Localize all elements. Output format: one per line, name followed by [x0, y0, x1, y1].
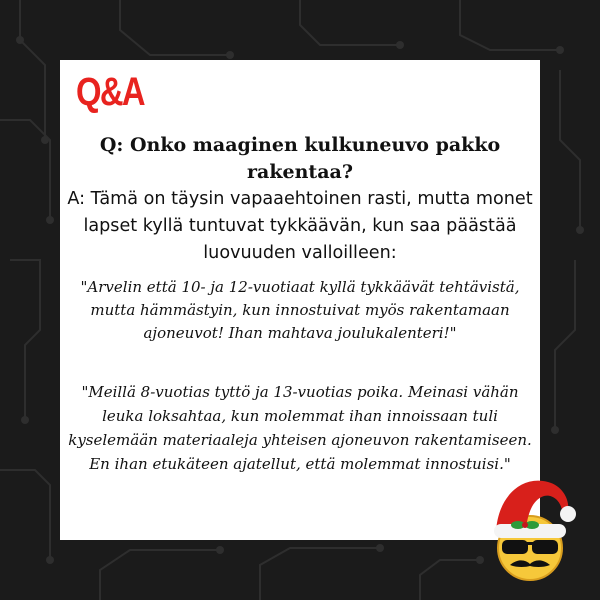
answer-text: A: Tämä on täysin vapaaehtoinen rasti, mutta monet lapset kyllä tuntuvat tykkäävän, kun saa päästää luovuuden valloilleen: [67, 189, 533, 263]
qa-logo: Q&A [76, 70, 144, 114]
testimonial-quote-1: "Arvelin että 10- ja 12-vuotiaat kyllä tykkäävät tehtävistä, mutta hämmästyin, kun innostuivat myös rakentamaan ajoneuvot! Ihan mahtava joulukalenteri!" [80, 278, 520, 342]
question-text: Q: Onko maaginen kulkuneuvo pakko rakentaa? [99, 134, 501, 183]
santa-emoji-icon [488, 470, 578, 585]
testimonial-quote-2: "Meillä 8-vuotias tyttö ja 13-vuotias poika. Meinasi vähän leuka loksahtaa, kun molemmat ihan innoissaan tuli kyselemään materiaaleja yhteisen ajoneuvon rakentamiseen. En ihan etukäteen ajatellut, että molemmat innostuisi." [68, 383, 532, 473]
qa-card [60, 60, 540, 540]
